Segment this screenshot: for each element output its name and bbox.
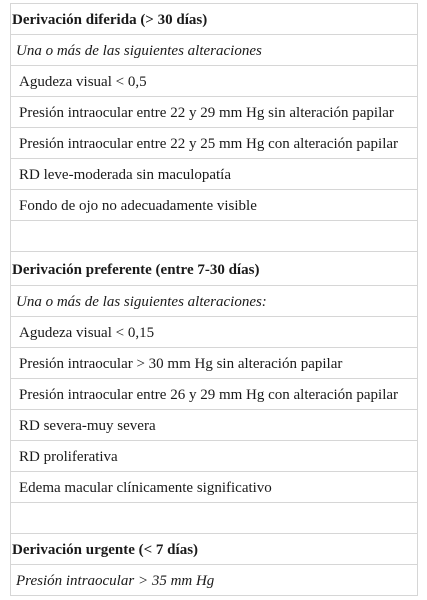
criteria-item: Presión intraocular > 30 mm Hg sin alteración papilar <box>11 348 417 379</box>
criteria-item: RD proliferativa <box>11 441 417 472</box>
section-spacer <box>11 503 417 534</box>
section-intro-preferential: Una o más de las siguientes alteraciones: <box>11 286 417 317</box>
criteria-item: Presión intraocular entre 22 y 25 mm Hg con alteración papilar <box>11 128 417 159</box>
criteria-item: RD severa-muy severa <box>11 410 417 441</box>
section-heading-urgent: Derivación urgente (< 7 días) <box>11 534 417 565</box>
criteria-item: RD leve-moderada sin maculopatía <box>11 159 417 190</box>
section-heading-deferred: Derivación diferida (> 30 días) <box>11 4 417 35</box>
criteria-item: Agudeza visual < 0,15 <box>11 317 417 348</box>
section-intro-urgent: Presión intraocular > 35 mm Hg <box>11 565 417 596</box>
section-heading-preferential: Derivación preferente (entre 7-30 días) <box>11 252 417 286</box>
criteria-item: Presión intraocular entre 26 y 29 mm Hg con alteración papilar <box>11 379 417 410</box>
referral-criteria-table <box>10 3 418 596</box>
section-spacer <box>11 221 417 252</box>
criteria-item: Agudeza visual < 0,5 <box>11 66 417 97</box>
criteria-item: Fondo de ojo no adecuadamente visible <box>11 190 417 221</box>
criteria-item: Presión intraocular entre 22 y 29 mm Hg sin alteración papilar <box>11 97 417 128</box>
section-intro-deferred: Una o más de las siguientes alteraciones <box>11 35 417 66</box>
criteria-item: Edema macular clínicamente significativo <box>11 472 417 503</box>
